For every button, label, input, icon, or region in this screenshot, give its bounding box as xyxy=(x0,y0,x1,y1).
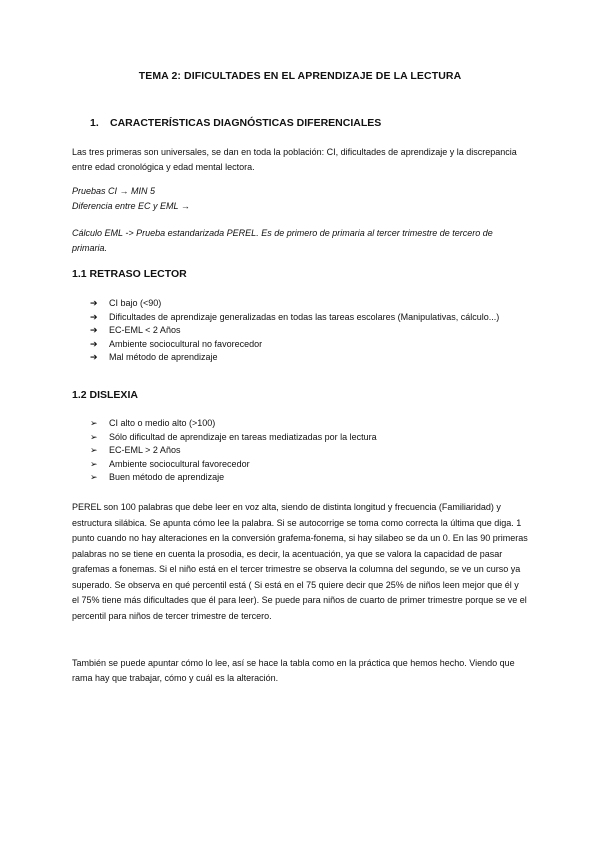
arrowhead-bullet-icon: ➢ xyxy=(90,431,98,442)
intro-paragraph: Las tres primeras son universales, se dan en toda la población: CI, dificultades de aprendizaje y la discrepancia entre edad cronológica y edad mental lectora. xyxy=(72,147,517,172)
page-title: TEMA 2: DIFICULTADES EN EL APRENDIZAJE DE LA LECTURA xyxy=(138,70,462,82)
list-item: ➔ Dificultades de aprendizaje generalizadas en todas las tareas escolares (Manipulativas, cálculo...) xyxy=(90,311,520,325)
diferencia-ec-eml-line: Diferencia entre EC y EML → xyxy=(72,201,190,211)
arrowhead-bullet-icon: ➢ xyxy=(90,472,98,483)
arrow-bullet-icon: ➔ xyxy=(90,352,98,363)
section-heading-caracteristicas xyxy=(90,117,381,129)
retraso-lector-list xyxy=(90,297,520,365)
list-item: ➢ CI alto o medio alto (>100) xyxy=(90,417,520,431)
list-item: ➢ Sólo dificultad de aprendizaje en tareas mediatizadas por la lectura xyxy=(90,431,520,445)
arrow-bullet-icon: ➔ xyxy=(90,298,98,308)
list-item: ➢ Ambiente sociocultural favorecedor xyxy=(90,458,520,472)
calculo-eml-paragraph: Cálculo EML -> Prueba estandarizada PEREL. Es de primero de primaria al tercer trimestre de tercero de primaria. xyxy=(72,228,493,253)
dislexia-list xyxy=(90,417,520,485)
arrowhead-bullet-icon: ➢ xyxy=(90,445,98,456)
dislexia-heading: 1.2 DISLEXIA xyxy=(72,389,138,401)
list-item: ➔ Mal método de aprendizaje xyxy=(90,351,520,365)
final-paragraph: También se puede apuntar cómo lo lee, así se hace la tabla como en la práctica que hemos hecho. Viendo que rama hay que trabajar, cómo y cuál es la alteración. xyxy=(72,658,515,683)
retraso-lector-heading: 1.1 RETRASO LECTOR xyxy=(72,268,187,280)
list-item: ➢ Buen método de aprendizaje xyxy=(90,471,520,485)
list-item: ➔ Ambiente sociocultural no favorecedor xyxy=(90,338,520,352)
arrow-bullet-icon: ➔ xyxy=(90,338,98,349)
list-item: ➢ EC-EML > 2 Años xyxy=(90,444,520,458)
pruebas-ci-line: Pruebas CI → MIN 5 xyxy=(72,186,156,196)
section-number: 1. xyxy=(90,117,99,129)
list-item: ➔ EC-EML < 2 Años xyxy=(90,324,520,338)
arrow-bullet-icon: ➔ xyxy=(90,325,98,336)
list-item: ➔ CI bajo (<90) xyxy=(90,297,520,311)
section-heading-text: CARACTERÍSTICAS DIAGNÓSTICAS DIFERENCIALES xyxy=(110,117,382,129)
arrowhead-bullet-icon: ➢ xyxy=(90,418,98,428)
arrowhead-bullet-icon: ➢ xyxy=(90,458,98,469)
arrow-bullet-icon: ➔ xyxy=(90,311,98,322)
perel-paragraph: PEREL son 100 palabras que debe leer en voz alta, siendo de distinta longitud y frecuencia (Familiaridad) y estructura silábica. Se apunta cómo lee la palabra. Si se autocorrige se toma como correcta la última que diga. 1 punto cuando no hay alteraciones en la conversión grafema-fonema, si hay silabeo se da un 0. En las 90 primeras palabras no se tiene en cuenta la prosodia, es decir, la acentuación, ya que se valora la capacidad de pasar grafemas a fonemas. Si el niño está en el tercer trimestre se observa la columna del segundo, se ve un curso ya superado. Se observa en qué percentil está ( Si está en el 75 quiere decir que 25% de niños leen mejor que él y el 75% tiene más dificultades que él para leer). Se puede para niños de cuarto de primer trimestre porque se ve el percentil para niños de tercer trimestre de tercero. xyxy=(72,502,528,621)
